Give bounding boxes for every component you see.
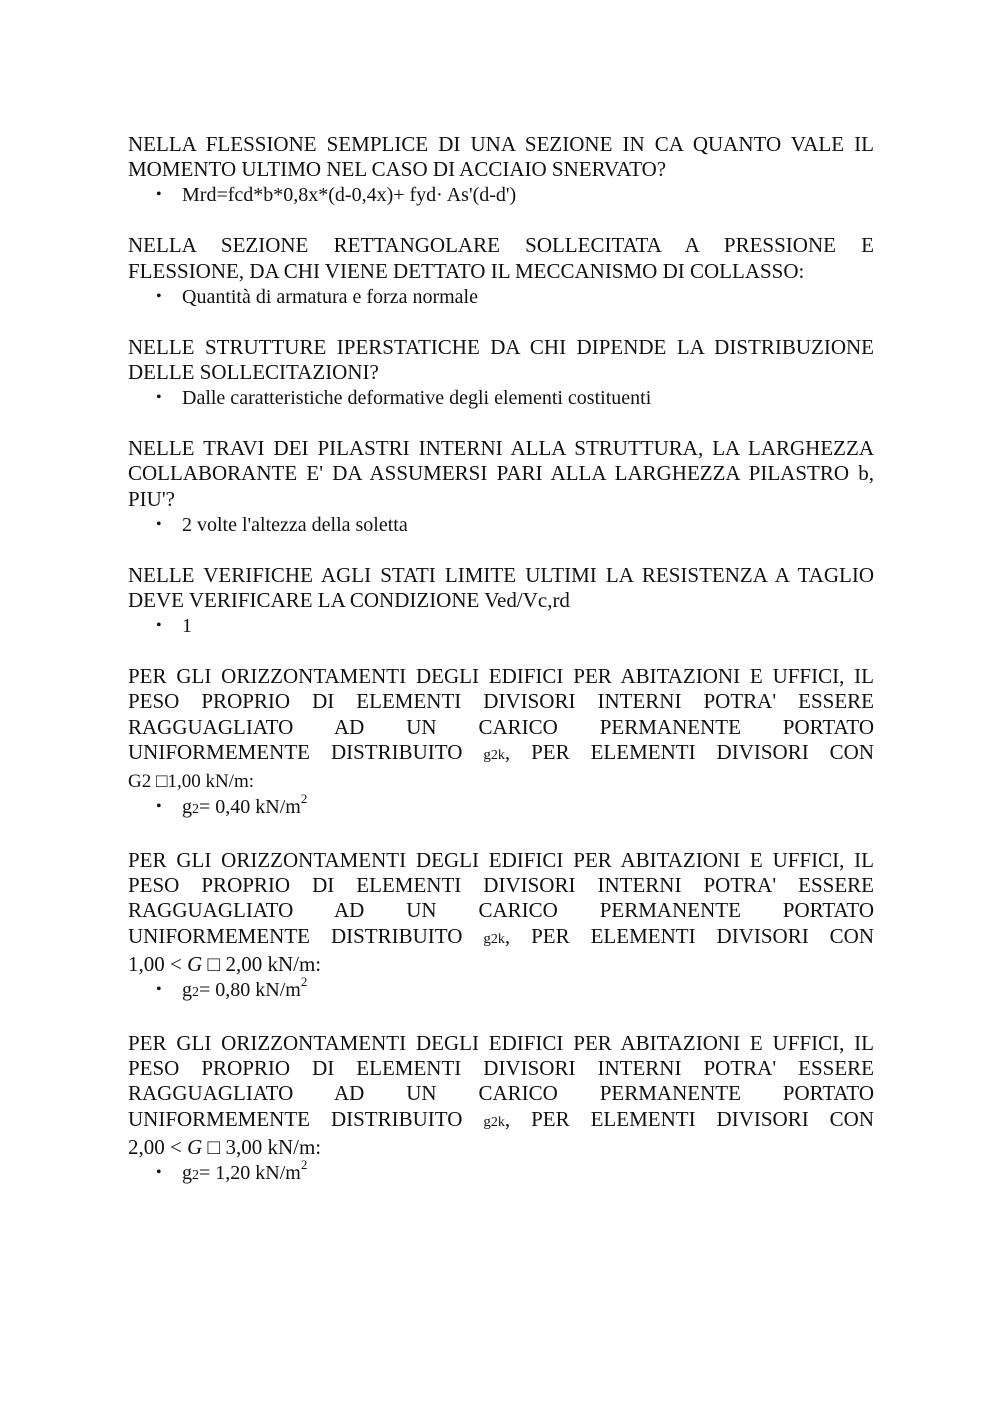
qa-item [128, 1031, 874, 1189]
bullet-icon: • [156, 981, 162, 999]
condition-text: 2,00 < G □ 3,00 kN/m: [128, 1134, 322, 1159]
answer-list [128, 182, 874, 208]
answer-text: g2= 0,40 $kN/m^2$ [182, 791, 308, 819]
answer-list [128, 974, 874, 1006]
answer-text: 2 volte l'altezza della soletta [182, 513, 408, 536]
answer-list [128, 385, 874, 411]
answer-item [156, 613, 874, 639]
answer-item [156, 284, 874, 310]
bullet-icon: • [156, 287, 162, 305]
answer-item [156, 512, 874, 538]
question-text: NELLA FLESSIONE SEMPLICE DI UNA SEZIONE IN CA QUANTO VALE IL MOMENTO ULTIMO NEL CASO DI ACCIAIO SNERVATO? [128, 132, 874, 182]
answer-list [128, 1157, 874, 1189]
answer-list [128, 512, 874, 538]
qa-item [128, 132, 874, 208]
qa-item [128, 563, 874, 639]
bullet-icon: • [156, 617, 162, 635]
answer-text: Dalle caratteristiche deformative degli elementi costituenti [182, 387, 652, 410]
question-main: PER GLI ORIZZONTAMENTI DEGLI EDIFICI PER ABITAZIONI E UFFICI, IL PESO PROPRIO DI ELEMENTI DIVISORI INTERNI POTRA' ESSERE RAGGUAGLIATO AD UN CARICO PERMANENTE PORTATO UNIFORMEMENTE DISTRIBUITO [128, 1031, 874, 1131]
answer-list [128, 613, 874, 639]
answer-item [156, 385, 874, 411]
condition-text: 1,00 < G □ 2,00 kN/m: [128, 951, 322, 976]
g2k-symbol: g2k [483, 746, 505, 763]
g2k-symbol: g2k [483, 930, 505, 947]
qa-list [128, 132, 874, 1214]
question-main: PER GLI ORIZZONTAMENTI DEGLI EDIFICI PER ABITAZIONI E UFFICI, IL PESO PROPRIO DI ELEMENTI DIVISORI INTERNI POTRA' ESSERE RAGGUAGLIATO AD UN CARICO PERMANENTE PORTATO UNIFORMEMENTE DISTRIBUITO [128, 848, 874, 948]
qa-item [128, 436, 874, 538]
qa-item [128, 664, 874, 823]
answer-text: Mrd=fcd*b*0,8x*(d-0,4x)+ fyd· As'(d-d') [182, 184, 517, 207]
answer-item [156, 182, 874, 208]
bullet-icon: • [156, 389, 162, 407]
qa-item [128, 335, 874, 411]
question-tail: , PER ELEMENTI DIVISORI CON [504, 1106, 874, 1131]
answer-text: Quantità di armatura e forza normale [182, 285, 478, 308]
bullet-icon: • [156, 798, 162, 816]
question-text: NELLE TRAVI DEI PILASTRI INTERNI ALLA STRUTTURA, LA LARGHEZZA COLLABORANTE E' DA ASSUMERSI PARI ALLA LARGHEZZA PILASTRO b, PIU'? [128, 436, 874, 511]
answer-text: g2= 1,20 $kN/m^2$ [182, 1157, 308, 1185]
qa-item [128, 233, 874, 309]
bullet-icon: • [156, 1164, 162, 1182]
answer-item [156, 1157, 874, 1189]
question-text: NELLA SEZIONE RETTANGOLARE SOLLECITATA A PRESSIONE E FLESSIONE, DA CHI VIENE DETTATO IL MECCANISMO DI COLLASSO: [128, 233, 874, 283]
question-text: NELLE STRUTTURE IPERSTATICHE DA CHI DIPENDE LA DISTRIBUZIONE DELLE SOLLECITAZIONI? [128, 334, 874, 385]
bullet-icon: • [156, 186, 162, 204]
question-text: NELLE VERIFICHE AGLI STATI LIMITE ULTIMI LA RESISTENZA A TAGLIO DEVE VERIFICARE LA CONDIZIONE Ved/Vc,rd [128, 562, 874, 613]
answer-text: g2= 0,80 $kN/m^2$ [182, 974, 308, 1002]
answer-item [156, 791, 874, 823]
question-text [128, 848, 874, 952]
question-text [128, 664, 874, 768]
question-text [128, 1031, 874, 1135]
g2k-symbol: g2k [483, 1113, 505, 1130]
question-tail: , PER ELEMENTI DIVISORI CON [504, 923, 874, 948]
question-tail: , PER ELEMENTI DIVISORI CON [504, 739, 874, 764]
answer-list [128, 791, 874, 823]
bullet-icon: • [156, 515, 162, 533]
condition-text: G2 □1,00 kN/m: [128, 771, 255, 793]
answer-item [156, 974, 874, 1006]
question-main: PER GLI ORIZZONTAMENTI DEGLI EDIFICI PER ABITAZIONI E UFFICI, IL PESO PROPRIO DI ELEMENTI DIVISORI INTERNI POTRA' ESSERE RAGGUAGLIATO AD UN CARICO PERMANENTE PORTATO UNIFORMEMENTE DISTRIBUITO [128, 664, 874, 764]
answer-list [128, 284, 874, 310]
qa-item [128, 848, 874, 1006]
answer-text: 1 [182, 615, 192, 638]
